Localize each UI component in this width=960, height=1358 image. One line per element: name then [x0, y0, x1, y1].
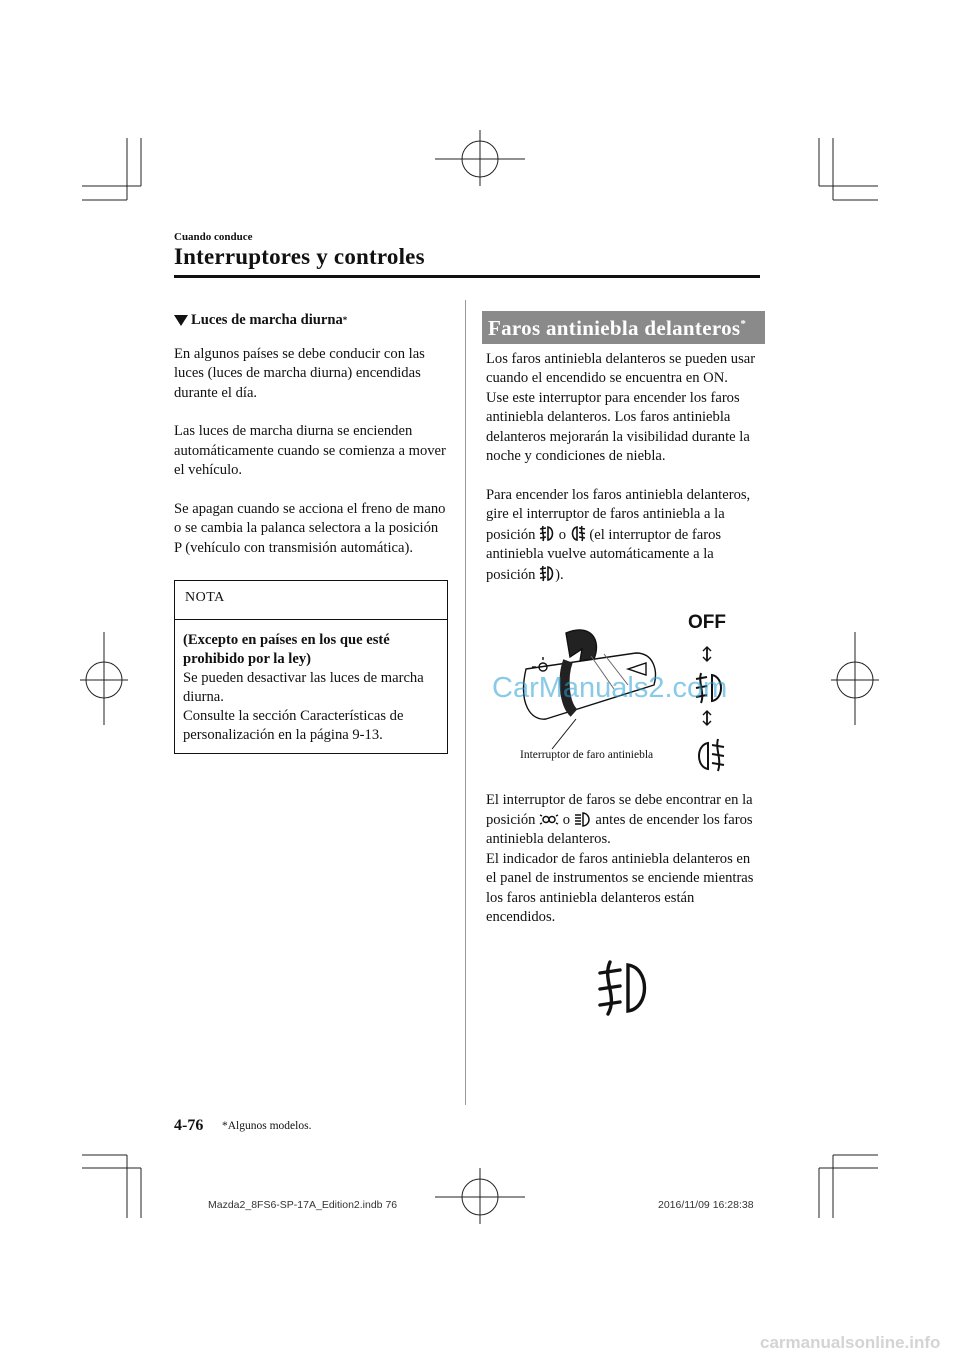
paragraph-text: (el interruptor de faros antiniebla vuelve automáticamente a la posición [486, 526, 722, 583]
left-column [174, 311, 449, 754]
note-title: NOTA [175, 581, 447, 620]
heading-text: Luces de marcha diurna [191, 312, 343, 328]
site-watermark: carmanualsonline.info [760, 1333, 941, 1352]
parking-light-icon [539, 812, 559, 827]
title-rule [174, 275, 760, 278]
fog-switch-figure [486, 609, 764, 779]
page-number: 4-76 [174, 1117, 204, 1134]
section-banner [482, 311, 765, 344]
triangle-bullet-icon [174, 315, 188, 326]
column-divider [465, 300, 466, 1105]
paragraph: Se apagan cuando se acciona el freno de mano o se cambia la palanca selectora a la posición P (vehículo con transmisión automática). [174, 500, 446, 556]
note-text: Se pueden desactivar las luces de marcha diurna. [183, 669, 424, 705]
watermark: CarManuals2.com [492, 672, 728, 704]
section-label: Cuando conduce [174, 231, 253, 243]
paragraph-text: Para encender los faros antiniebla delanteros, gire el interruptor de faros antiniebla a la posición [486, 486, 751, 543]
rear-fog-icon [570, 525, 586, 542]
paragraph: En algunos países se debe conducir con las luces (luces de marcha diurna) encendidas durante el día. [174, 345, 425, 401]
front-fog-icon [539, 525, 555, 542]
banner-title: Faros antiniebla delanteros [488, 316, 741, 340]
front-fog-icon [539, 565, 555, 582]
timestamp: 2016/11/09 16:28:38 [658, 1199, 754, 1211]
chapter-title: Interruptores y controles [174, 244, 425, 269]
optional-mark: * [342, 315, 348, 325]
note-condition: (Excepto en países en los que esté prohibido por la ley) [183, 631, 390, 667]
paragraph-text: El interruptor de faros se debe encontrar en la posición [486, 792, 753, 828]
optional-mark: * [740, 318, 747, 330]
front-fog-indicator-icon [596, 958, 652, 1018]
right-column [486, 311, 764, 928]
paragraph-text: o [562, 811, 571, 828]
file-info: Mazda2_8FS6-SP-17A_Edition2.indb 76 [208, 1199, 398, 1211]
note-body [175, 620, 447, 753]
paragraph: Las luces de marcha diurna se encienden automáticamente cuando se comienza a mover el vehículo. [174, 423, 446, 478]
rear-fog-icon [699, 739, 724, 771]
paragraph: El indicador de faros antiniebla delanteros en el panel de instrumentos se enciende mientras los faros antiniebla delanteros están encendidos. [486, 850, 754, 925]
headlight-icon [574, 812, 592, 827]
paragraph-text: o [558, 526, 567, 543]
off-label: OFF [688, 612, 726, 633]
note-box [174, 580, 448, 754]
paragraph-text: ). [555, 566, 564, 583]
paragraph [486, 486, 764, 586]
paragraph-text: antes de encender los faros antiniebla delanteros. [486, 811, 753, 847]
paragraph: Los faros antiniebla delanteros se pueden usar cuando el encendido se encuentra en ON. [486, 350, 756, 386]
footnote: *Algunos modelos. [222, 1120, 312, 1132]
paragraph: Use este interruptor para encender los faros antiniebla delanteros. Los faros antiniebla delanteros mejorarán la visibilidad durante la noche y condiciones de niebla. [486, 389, 750, 464]
note-reference: Consulte la sección Características de personalización en la página 9-13. [183, 707, 404, 743]
figure-caption: Interruptor de faro antiniebla [520, 749, 654, 761]
daytime-lights-heading [174, 311, 449, 331]
paragraph [486, 791, 764, 850]
